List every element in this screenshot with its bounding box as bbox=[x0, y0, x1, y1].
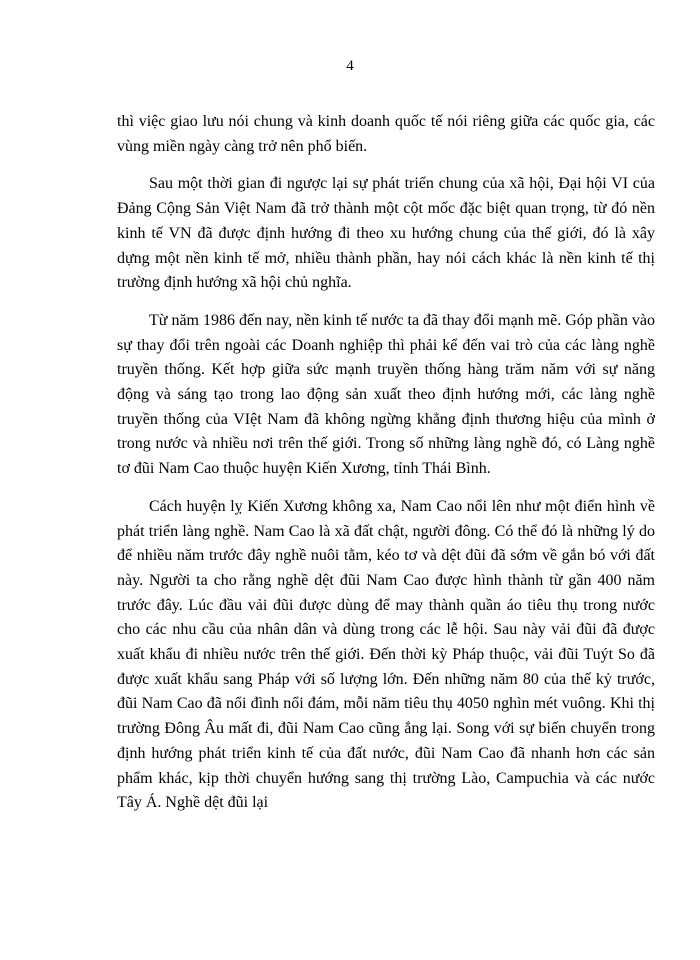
document-body bbox=[117, 110, 655, 829]
paragraph-since-1986: Từ năm 1986 đến nay, nền kinh tế nước ta đã thay đổi mạnh mẽ. Góp phần vào sự thay đổi trên ngoài các Doanh nghiệp thì phải kể đến vai trò của các làng nghề truyền thống. Kết hợp giữa sức mạnh truyền thống hàng trăm năm với sự năng động và sáng tạo trong lao động sản xuất theo định hướng mới, các làng nghề truyền thống của VIệt Nam đã không ngừng khẳng định thương hiệu của mình ở trong nước và nhiều nơi trên thế giới. Trong số những làng nghề đó, có Làng nghề tơ đũi Nam Cao thuộc huyện Kiến Xương, tỉnh Thái Bình. bbox=[117, 311, 655, 478]
page-number: 4 bbox=[346, 58, 354, 74]
paragraph-continuation: thì việc giao lưu nói chung và kinh doanh quốc tế nói riêng giữa các quốc gia, các vùng miền ngày càng trở nên phổ biến. bbox=[117, 113, 655, 155]
paragraph-nam-cao: Cách huyện lỵ Kiến Xương không xa, Nam Cao nổi lên như một điển hình về phát triển làng nghề. Nam Cao là xã đất chật, người đông. Có thể đó là những lý do để nhiều năm trước đây nghề nuôi tằm, kéo tơ và dệt đũi đã sớm về gắn bó với đất này. Người ta cho rằng nghề dệt đũi Nam Cao được hình thành từ gần 400 năm trước đây. Lúc đầu vải đũi được dùng để may thành quần áo tiêu thụ trong nước cho các nhu cầu của nhân dân và dùng trong các lễ hội. Sau này vải đũi đã được xuất khẩu đi nhiều nước trên thế giới. Đến thời kỳ Pháp thuộc, vải đũi Tuýt So đã được xuất khẩu sang Pháp với số lượng lớn. Đến những năm 80 của thế kỷ trước, đũi Nam Cao đã nổi đình nổi đám, mỗi năm tiêu thụ 4050 nghìn mét vuông. Khi thị trường Đông Âu mất đi, đũi Nam Cao cũng ắng lại. Song với sự biến chuyển trong định hướng phát triển kinh tế của đất nước, đũi Nam Cao đã nhanh hơn các sản phẩm khác, kịp thời chuyển hướng sang thị trường Lào, Campuchia và các nước Tây Á. Nghề dệt đũi lại bbox=[117, 497, 655, 812]
paragraph-dai-hoi-vi: Sau một thời gian đi ngược lại sự phát triển chung của xã hội, Đại hội VI của Đảng Cộng Sản Việt Nam đã trở thành một cột mốc đặc biệt quan trọng, từ đó nền kinh tế VN đã được định hướng đi theo xu hướng chung của thế giới, đó là xây dựng một nền kinh tế mở, nhiều thành phần, hay nói cách khác là nền kinh tế thị trường định hướng xã hội chủ nghĩa. bbox=[117, 175, 655, 292]
